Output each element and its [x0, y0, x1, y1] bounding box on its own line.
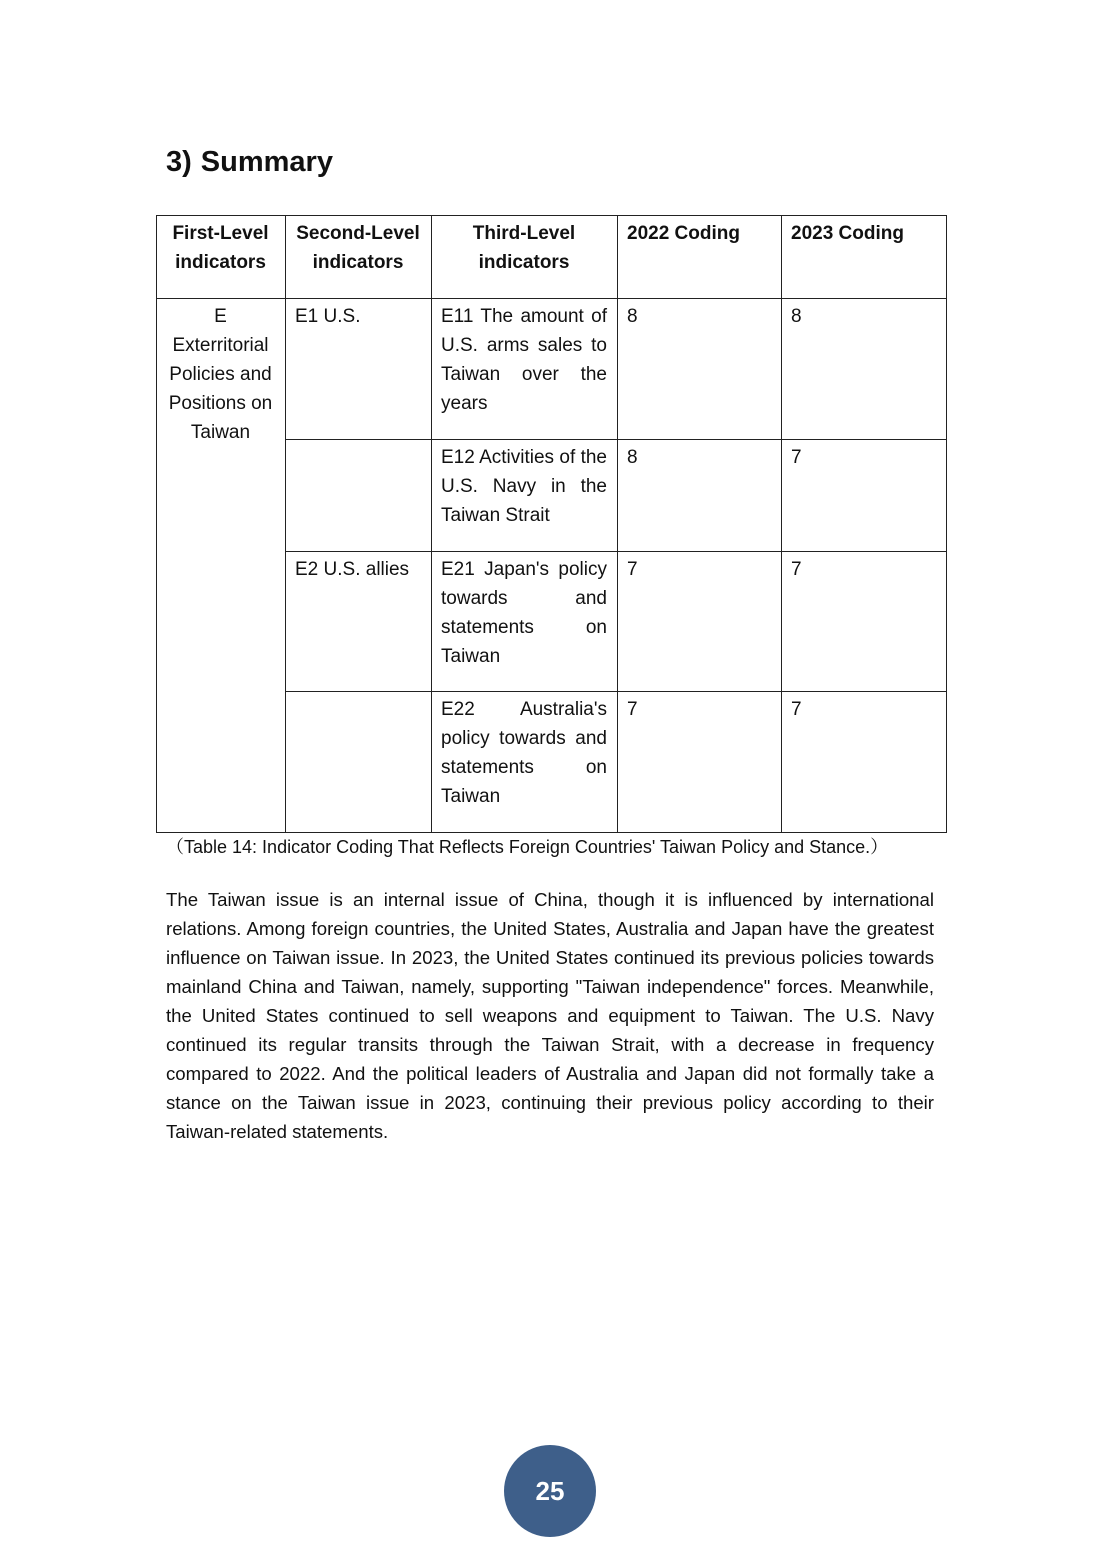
section-heading	[166, 140, 333, 184]
page-number-badge	[504, 1445, 596, 1537]
header-first-level: First-Level indicators	[157, 216, 286, 299]
header-2022-coding: 2022 Coding	[618, 216, 782, 299]
header-2023-coding: 2023 Coding	[782, 216, 947, 299]
table-row	[157, 299, 947, 440]
coding-2023-cell: 7	[782, 440, 947, 552]
table-caption: （Table 14: Indicator Coding That Reflects Foreign Countries' Taiwan Policy and Stance.）	[166, 837, 889, 857]
second-level-cell	[286, 440, 432, 552]
page-number: 25	[535, 1475, 565, 1506]
coding-2022-cell: 8	[618, 299, 782, 440]
first-level-cell: E Exterritorial Policies and Positions on Taiwan	[157, 299, 286, 833]
third-level-cell: E11 The amount of U.S. arms sales to Taiwan over the years	[432, 299, 618, 440]
second-level-cell: E2 U.S. allies	[286, 552, 432, 692]
coding-2022-cell: 8	[618, 440, 782, 552]
third-level-cell: E21 Japan's policy towards and statements on Taiwan	[432, 552, 618, 692]
body-paragraph: The Taiwan issue is an internal issue of China, though it is influenced by international relations. Among foreign countries, the United States, Australia and Japan have the greatest influence on Taiwan issue. In 2023, the United States continued its previous policies towards mainland China and Taiwan, namely, supporting "Taiwan independence" forces. Meanwhile, the United States continued to sell weapons and equipment to Taiwan. The U.S. Navy continued its regular transits through the Taiwan Strait, with a decrease in frequency compared to 2022. And the political leaders of Australia and Japan did not formally take a stance on the Taiwan issue in 2023, continuing their previous policy according to their Taiwan-related statements.	[166, 889, 934, 1142]
coding-2022-cell: 7	[618, 692, 782, 833]
coding-2023-cell: 7	[782, 552, 947, 692]
table-header-row	[157, 216, 947, 299]
coding-2023-cell: 8	[782, 299, 947, 440]
third-level-cell: E22 Australia's policy towards and statements on Taiwan	[432, 692, 618, 833]
coding-2022-cell: 7	[618, 552, 782, 692]
header-third-level: Third-Level indicators	[432, 216, 618, 299]
section-number: 3)	[166, 146, 192, 178]
coding-2023-cell: 7	[782, 692, 947, 833]
third-level-cell: E12 Activities of the U.S. Navy in the Taiwan Strait	[432, 440, 618, 552]
second-level-cell	[286, 692, 432, 833]
section-title: Summary	[200, 146, 333, 178]
indicator-coding-table	[156, 215, 947, 833]
second-level-cell: E1 U.S.	[286, 299, 432, 440]
header-second-level: Second-Level indicators	[286, 216, 432, 299]
